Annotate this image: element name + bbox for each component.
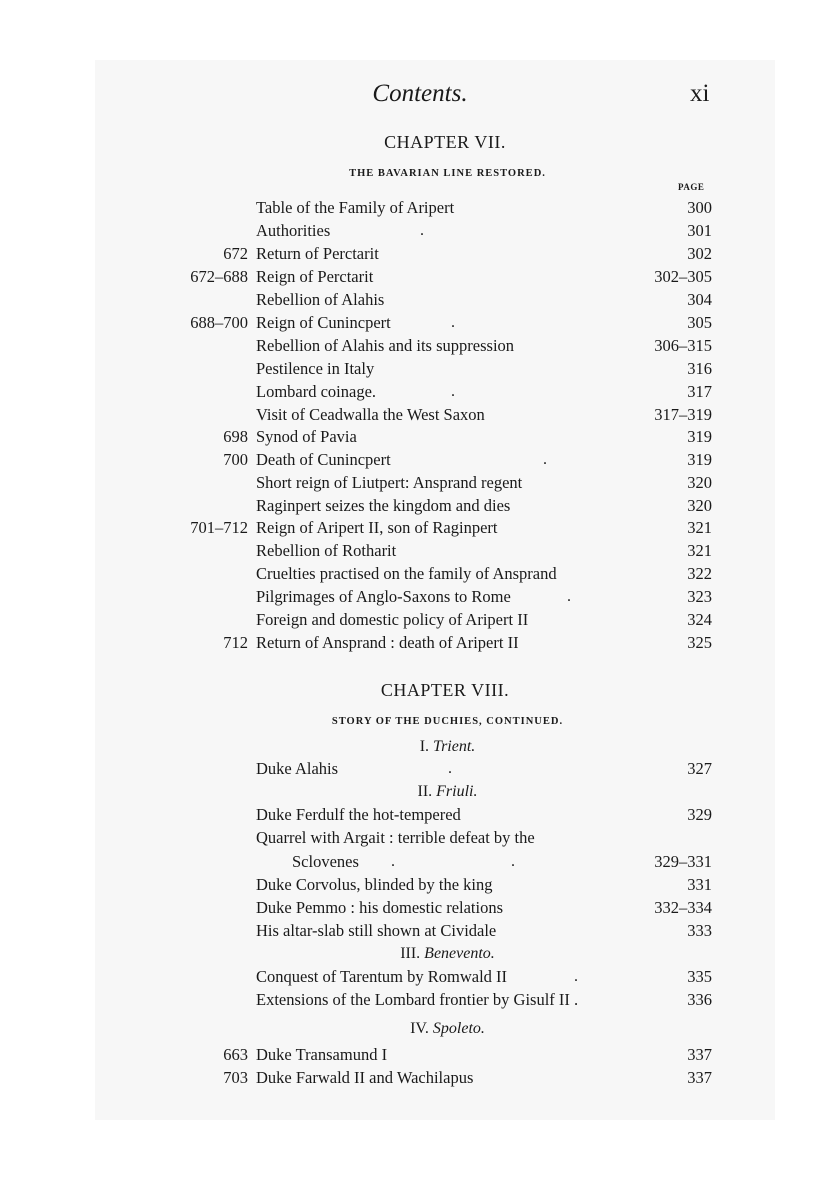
entry-page: 337 [687,1068,712,1087]
entry-title: Extensions of the Lombard frontier by Gisulf II . [256,990,579,1009]
entry-date: 700 [223,450,248,469]
toc-entry [0,196,840,219]
toc-entry [0,919,840,942]
entry-title: Lombard coinage. [256,382,377,401]
entry-page: 304 [687,290,712,309]
leader-dot: . [574,968,578,985]
entry-page: 321 [687,518,712,537]
entry-date: 672 [223,244,248,263]
toc-entry [0,219,840,242]
entry-page: 327 [687,759,712,778]
section-name: Spoleto. [432,1020,485,1037]
chapter-7-subtitle: THE BAVARIAN LINE RESTORED. [349,168,546,179]
section-numeral: IV. [410,1020,429,1037]
chapter-7-heading: CHAPTER VII. [384,132,506,152]
entry-page: 316 [687,359,712,378]
entry-page: 306–315 [654,336,712,355]
entry-date: 703 [223,1068,248,1087]
entry-date: 712 [223,633,248,652]
entry-page: 337 [687,1045,712,1064]
toc-entry [0,288,840,311]
section-name: Benevento. [424,945,495,962]
leader-dot: . [448,760,452,777]
entry-page: 302 [687,244,712,263]
leader-dot: . [451,314,455,331]
toc-entry [0,334,840,357]
entry-title: Foreign and domestic policy of Aripert II [256,610,529,629]
entry-title: Duke Farwald II and Wachilapus [256,1068,474,1087]
chapter-8-heading: CHAPTER VIII. [380,680,510,700]
toc-entry [0,471,840,494]
entry-title: Return of Ansprand : death of Aripert II [256,633,519,652]
section-numeral: II. [417,783,433,800]
leader-dot: . [543,451,547,468]
toc-entry [0,757,840,780]
entry-page: 300 [687,198,712,217]
toc-entry [0,311,840,334]
entry-page: 301 [687,221,712,240]
entry-page: 305 [687,313,712,332]
entry-page: 323 [687,587,712,606]
entry-page: 321 [687,541,712,560]
page-column-label: PAGE [678,182,705,192]
entry-page: 335 [687,967,712,986]
entry-title: Duke Corvolus, blinded by the king [256,875,493,894]
section-benevento-heading [0,945,840,963]
leader-dot: . [567,588,571,605]
toc-entry [0,265,840,288]
page-number: xi [690,80,710,107]
entry-page: 329 [687,805,712,824]
entry-page: 320 [687,473,712,492]
toc-entry [0,425,840,448]
entry-title: Duke Transamund I [256,1045,388,1064]
toc-entry [0,585,840,608]
toc-entry [0,1066,840,1089]
entry-page: 319 [687,450,712,469]
entry-date: 688–700 [190,313,248,332]
section-numeral: III. [400,945,421,962]
entry-date: 663 [223,1045,248,1064]
entry-title: Return of Perctarit [256,244,379,263]
entry-title: Reign of Perctarit [256,267,374,286]
entry-page: 331 [687,875,712,894]
entry-page: 322 [687,564,712,583]
leader-dot: . [511,853,515,870]
entry-title: Authorities [256,221,331,240]
entry-page: 325 [687,633,712,652]
entry-title: Pilgrimages of Anglo-Saxons to Rome [256,587,511,606]
entry-title: Rebellion of Rotharit [256,541,397,560]
toc-entry [0,516,840,539]
toc-entry [0,539,840,562]
running-title: Contents. [372,80,468,107]
toc-entry [0,242,840,265]
toc-entry [0,608,840,631]
entry-page: 329–331 [654,852,712,871]
section-trient-heading [0,738,840,756]
leader-dot: . [391,853,395,870]
entry-title: Duke Alahis [256,759,339,778]
entry-page: 317–319 [654,405,712,424]
section-name: Friuli. [436,783,478,800]
entry-date: 698 [223,427,248,446]
entry-page: 319 [687,427,712,446]
section-name: Trient. [433,738,476,755]
section-friuli-heading [0,783,840,801]
page-header [0,0,840,120]
entry-page: 320 [687,496,712,515]
entry-page: 317 [687,382,712,401]
entry-title: Synod of Pavia [256,427,357,446]
entry-date: 672–688 [190,267,248,286]
toc-entry [0,826,840,849]
entry-title: Death of Cunincpert [256,450,391,469]
toc-entry [0,403,840,426]
entry-title: Duke Ferdulf the hot-tempered [256,805,461,824]
entry-page: 333 [687,921,712,940]
entry-title: Duke Pemmo : his domestic relations [256,898,504,917]
entry-title: Rebellion of Alahis [256,290,385,309]
toc-entry [0,562,840,585]
toc-entry [0,448,840,471]
entry-title: Cruelties practised on the family of Ansprand [256,564,557,583]
toc-entry [0,631,840,654]
section-spoleto-heading [0,1020,840,1038]
toc-entry [0,380,840,403]
entry-title: Sclovenes [292,852,359,871]
toc-entry [0,1043,840,1066]
entry-title: Visit of Ceadwalla the West Saxon [256,405,485,424]
leader-dot: . [420,222,424,239]
chapter-8-subtitle: STORY OF THE DUCHIES, CONTINUED. [331,716,564,727]
entry-title: Reign of Cunincpert [256,313,391,332]
entry-title: Rebellion of Alahis and its suppression [256,336,515,355]
entry-page: 324 [687,610,712,629]
entry-date: 701–712 [190,518,248,537]
entry-title: Raginpert seizes the kingdom and dies [256,496,511,515]
entry-page: 332–334 [654,898,712,917]
toc-entry [0,494,840,517]
toc-entry [0,965,840,988]
toc-entry [0,850,840,873]
entry-title: Table of the Family of Aripert [256,198,455,217]
section-numeral: I. [419,738,430,755]
toc-entry [0,803,840,826]
leader-dot: . [451,383,455,400]
entry-title: Short reign of Liutpert: Ansprand regent [256,473,523,492]
toc-entry [0,896,840,919]
toc-entry [0,357,840,380]
entry-title: Pestilence in Italy [256,359,375,378]
toc-entry [0,988,840,1011]
entry-page: 336 [687,990,712,1009]
entry-title: Reign of Aripert II, son of Raginpert [256,518,498,537]
entry-title: Quarrel with Argait : terrible defeat by the [256,828,535,847]
entry-title: Conquest of Tarentum by Romwald II [256,967,508,986]
toc-entry [0,873,840,896]
entry-page: 302–305 [654,267,712,286]
entry-title: His altar-slab still shown at Cividale [256,921,497,940]
